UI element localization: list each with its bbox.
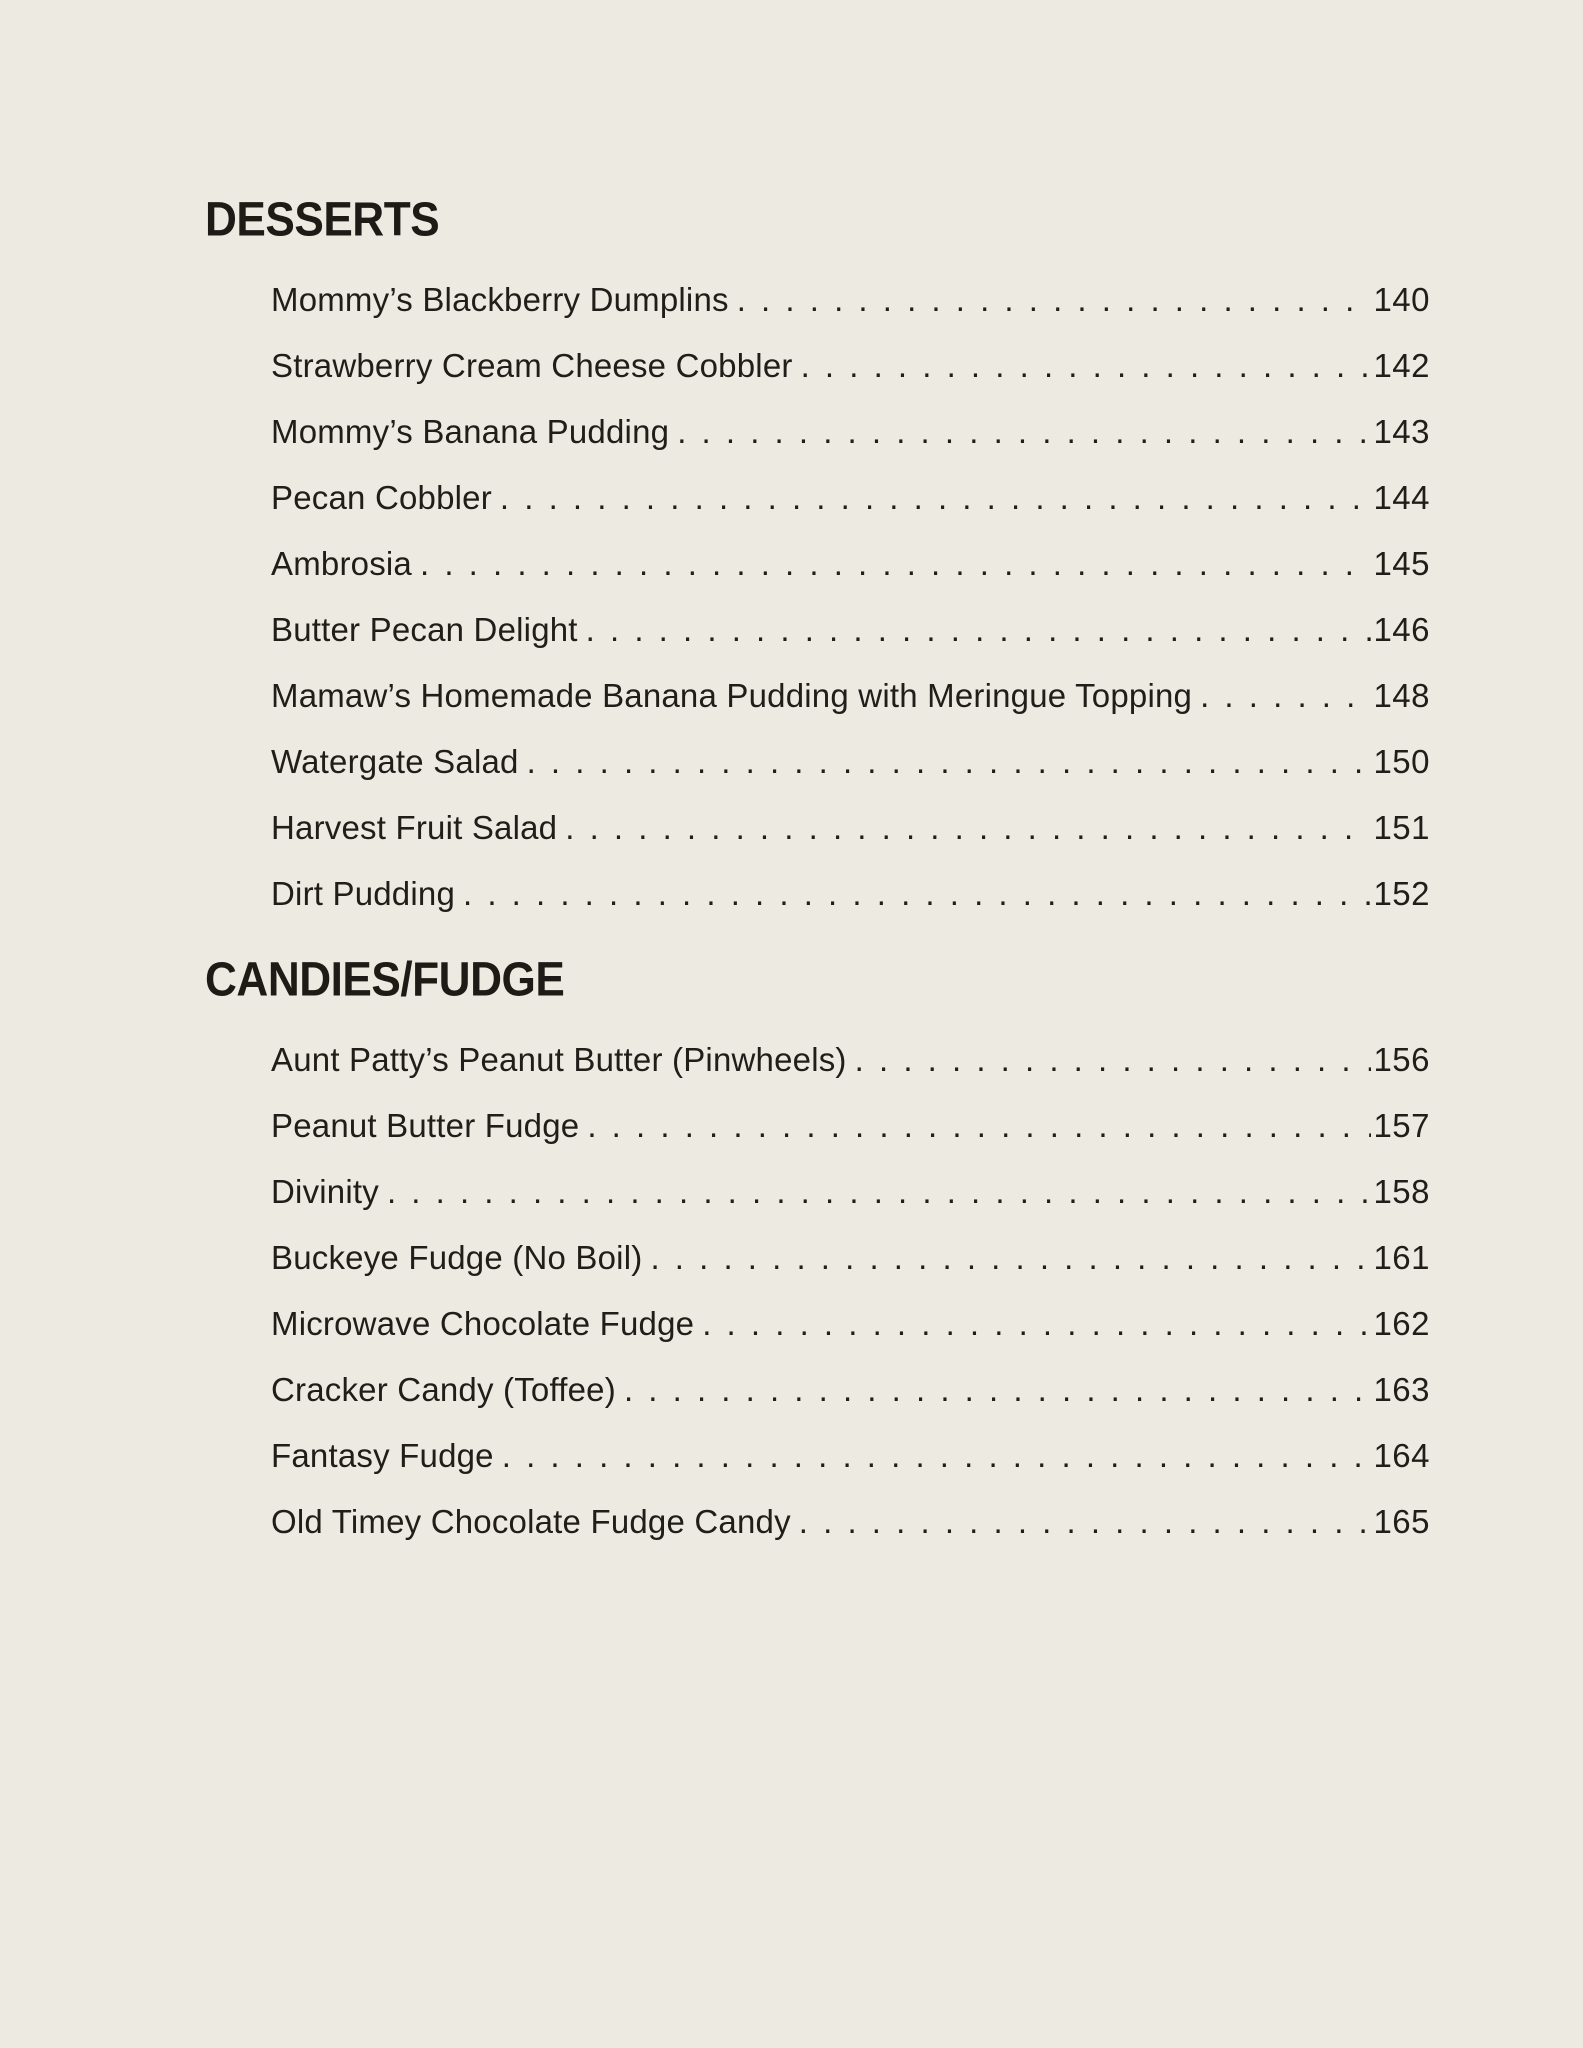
dot-leader-icon (387, 1159, 1371, 1225)
dot-leader-icon (587, 1093, 1371, 1159)
entry-page-number: 148 (1373, 677, 1430, 714)
toc-entry[interactable] (271, 531, 1430, 597)
dot-leader-icon (527, 729, 1372, 795)
entry-page-number: 145 (1373, 545, 1430, 582)
entry-title: Divinity (271, 1173, 379, 1210)
toc-entry[interactable] (271, 663, 1430, 729)
entry-page-number: 146 (1373, 611, 1430, 648)
toc-entry[interactable] (271, 333, 1430, 399)
entry-title: Pecan Cobbler (271, 479, 492, 516)
entry-title: Aunt Patty’s Peanut Butter (Pinwheels) (271, 1041, 847, 1078)
entry-page-number: 143 (1373, 413, 1430, 450)
entry-page-number: 144 (1373, 479, 1430, 516)
dot-leader-icon (420, 531, 1371, 597)
entry-page-number: 150 (1373, 743, 1430, 780)
toc-entry[interactable] (271, 1291, 1430, 1357)
toc-entry[interactable] (271, 597, 1430, 663)
toc-section (205, 953, 1430, 1555)
section-title: CANDIES/FUDGE (205, 951, 565, 1007)
entry-title: Peanut Butter Fudge (271, 1107, 580, 1144)
entry-title: Buckeye Fudge (No Boil) (271, 1239, 643, 1276)
entry-page-number: 151 (1373, 809, 1430, 846)
dot-leader-icon (737, 267, 1372, 333)
dot-leader-icon (1200, 663, 1371, 729)
toc-entry[interactable] (271, 1093, 1430, 1159)
entry-title: Ambrosia (271, 545, 412, 582)
dot-leader-icon (586, 597, 1372, 663)
entry-title: Harvest Fruit Salad (271, 809, 558, 846)
toc-entry[interactable] (271, 1027, 1430, 1093)
toc-section (205, 193, 1430, 927)
entry-list (205, 1027, 1430, 1555)
entry-page-number: 142 (1373, 347, 1430, 384)
entry-page-number: 164 (1373, 1437, 1430, 1474)
entry-page-number: 163 (1373, 1371, 1430, 1408)
entry-title: Fantasy Fudge (271, 1437, 494, 1474)
entry-list (205, 267, 1430, 927)
dot-leader-icon (650, 1225, 1371, 1291)
toc-entry[interactable] (271, 729, 1430, 795)
entry-page-number: 165 (1373, 1503, 1430, 1540)
entry-title: Dirt Pudding (271, 875, 455, 912)
entry-title: Mommy’s Banana Pudding (271, 413, 670, 450)
dot-leader-icon (502, 1423, 1372, 1489)
entry-page-number: 161 (1373, 1239, 1430, 1276)
dot-leader-icon (801, 333, 1372, 399)
toc-entry[interactable] (271, 267, 1430, 333)
dot-leader-icon (500, 465, 1372, 531)
toc-entry[interactable] (271, 795, 1430, 861)
toc-entry[interactable] (271, 1423, 1430, 1489)
entry-title: Mamaw’s Homemade Banana Pudding with Meringue Topping (271, 677, 1193, 714)
dot-leader-icon (799, 1489, 1372, 1555)
entry-page-number: 157 (1373, 1107, 1430, 1144)
toc-entry[interactable] (271, 1225, 1430, 1291)
toc-entry[interactable] (271, 399, 1430, 465)
entry-title: Old Timey Chocolate Fudge Candy (271, 1503, 791, 1540)
toc-entry[interactable] (271, 1489, 1430, 1555)
entry-page-number: 156 (1373, 1041, 1430, 1078)
dot-leader-icon (565, 795, 1371, 861)
entry-title: Microwave Chocolate Fudge (271, 1305, 695, 1342)
entry-page-number: 162 (1373, 1305, 1430, 1342)
toc-entry[interactable] (271, 1357, 1430, 1423)
dot-leader-icon (855, 1027, 1372, 1093)
dot-leader-icon (702, 1291, 1371, 1357)
dot-leader-icon (624, 1357, 1372, 1423)
section-title: DESSERTS (205, 191, 440, 247)
toc-sections (205, 193, 1430, 1555)
toc-entry[interactable] (271, 861, 1430, 927)
entry-title: Cracker Candy (Toffee) (271, 1371, 616, 1408)
entry-title: Butter Pecan Delight (271, 611, 578, 648)
entry-title: Watergate Salad (271, 743, 519, 780)
entry-page-number: 158 (1373, 1173, 1430, 1210)
toc-entry[interactable] (271, 1159, 1430, 1225)
dot-leader-icon (463, 861, 1371, 927)
entry-title: Strawberry Cream Cheese Cobbler (271, 347, 793, 384)
toc-entry[interactable] (271, 465, 1430, 531)
entry-page-number: 140 (1373, 281, 1430, 318)
dot-leader-icon (677, 399, 1371, 465)
entry-page-number: 152 (1373, 875, 1430, 912)
entry-title: Mommy’s Blackberry Dumplins (271, 281, 729, 318)
